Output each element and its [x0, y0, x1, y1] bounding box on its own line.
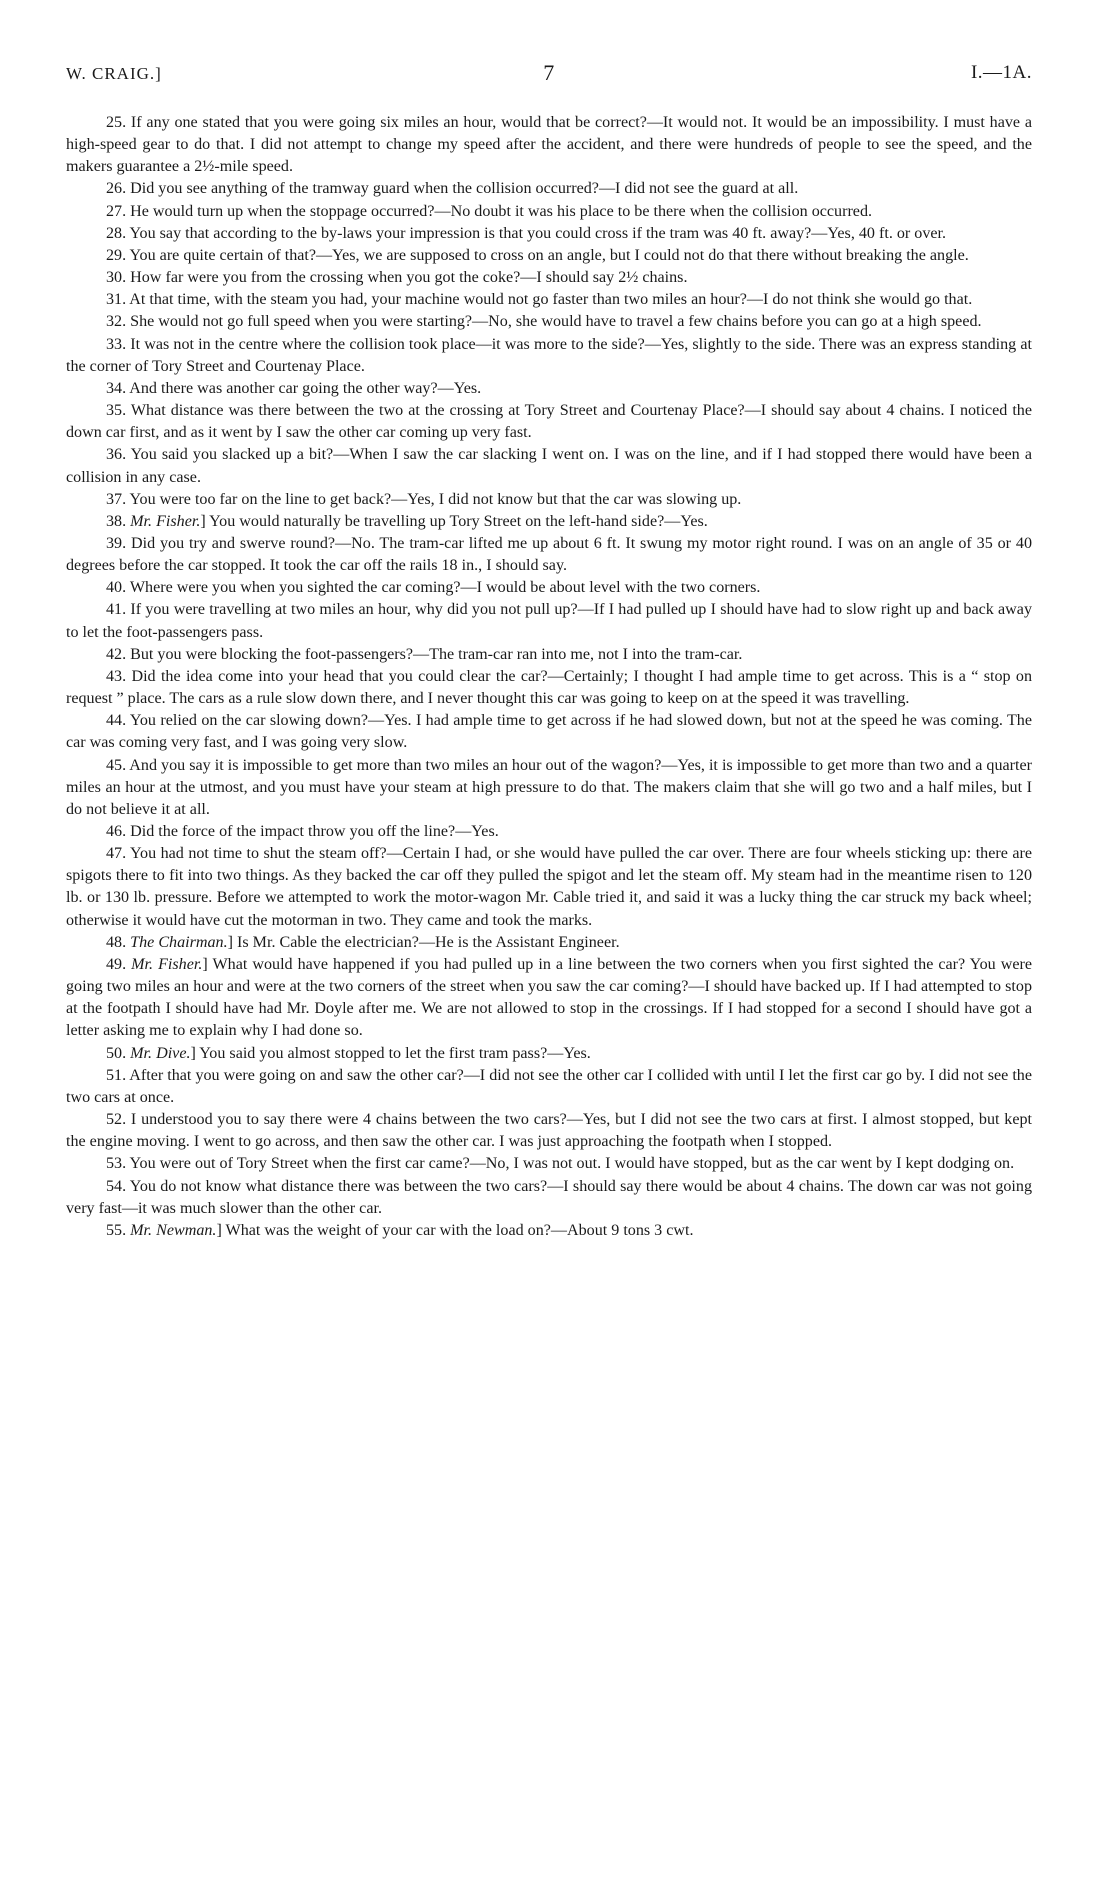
paragraph-text: 35. What distance was there between the two at the crossing at Tory Street and Courtenay Place?—I should say about 4 chains. I noticed the down car first, and as it went by I saw the other car coming up very fast.: [66, 402, 1032, 442]
testimony-paragraph: [66, 112, 1032, 178]
question-number: 49.: [106, 955, 127, 973]
paragraph-text: 25. If any one stated that you were going six miles an hour, would that be correct?—It would not. It would be an impossibility. I must have a high-speed gear to do that. I did not attempt to change my speed after the accident, and there were hundreds of people to see the speed, and the makers guarantee a 2½-mile speed.: [66, 114, 1032, 176]
paragraph-text: What would have happened if you had pulled up in a line between the two corners when you first sighted the car? You were going two miles an hour and were at the two corners of the street when you saw the car coming?—I should have backed up. If I had attempted to stop at the footpath I should have had Mr. Doyle after me. We are not allowed to stop in the crossings. If I had stopped for a second I should have got a letter asking me to explain why I had done so.: [66, 955, 1032, 1040]
document-reference: I.—1A.: [970, 62, 1032, 83]
testimony-paragraph: [66, 489, 1032, 511]
speaker-name: The Chairman.: [130, 933, 228, 951]
paragraph-text: 34. And there was another car going the other way?—Yes.: [106, 379, 482, 397]
testimony-paragraph: [66, 1176, 1032, 1220]
testimony-paragraph: [66, 378, 1032, 400]
testimony-paragraph: [66, 821, 1032, 843]
testimony-paragraph: [66, 1065, 1032, 1109]
paragraph-text: You said you almost stopped to let the first tram pass?—Yes.: [199, 1044, 591, 1062]
testimony-paragraph: [66, 334, 1032, 378]
page-number: 7: [543, 60, 555, 85]
question-number: 38.: [106, 512, 127, 530]
testimony-paragraph: [66, 666, 1032, 710]
paragraph-text: 39. Did you try and swerve round?—No. The tram-car lifted me up about 6 ft. It swung my motor right round. I was on an angle of 35 or 40 degrees before the car stopped. It took the car off the rails 18 in., I should say.: [66, 534, 1032, 575]
testimony-paragraph: [66, 223, 1032, 245]
paragraph-text: 30. How far were you from the crossing when you got the coke?—I should say 2½ chains.: [106, 269, 688, 287]
paragraph-text: 32. She would not go full speed when you were starting?—No, she would have to travel a few chains before you can go at a high speed.: [106, 313, 982, 331]
speaker-name: Mr. Dive.: [130, 1044, 191, 1062]
testimony-paragraph: [66, 577, 1032, 599]
question-number: 55.: [106, 1221, 127, 1239]
testimony-paragraph: [66, 245, 1032, 267]
testimony-paragraph: [66, 311, 1032, 333]
paragraph-text: 28. You say that according to the by-laws your impression is that you could cross if the tram was 40 ft. away?—Yes, 40 ft. or over.: [106, 224, 947, 242]
testimony-paragraph: [66, 755, 1032, 821]
paragraph-text: 46. Did the force of the impact throw you off the line?—Yes.: [106, 823, 499, 840]
speaker-name: Mr. Fisher.: [130, 512, 201, 530]
testimony-body: [66, 112, 1032, 1242]
testimony-paragraph: [66, 599, 1032, 643]
paragraph-text: 36. You said you slacked up a bit?—When I saw the car slacking I went on. I was on the line, and if I had stopped there would have been a collision in any case.: [66, 446, 1032, 486]
testimony-paragraph: [66, 1153, 1032, 1175]
testimony-paragraph: 48. The Chairman.] Is Mr. Cable the electrician?—He is the Assistant Engineer.: [106, 933, 620, 951]
paragraph-text: 52. I understood you to say there were 4 chains between the two cars?—Yes, but I did not see the two cars at first. I almost stopped, but kept the engine moving. I went to go across, and then saw the other car. I was just approaching the footpath when I stopped.: [66, 1111, 1032, 1151]
running-head: [66, 60, 1032, 90]
witness-header: W. CRAIG.]: [66, 64, 162, 83]
testimony-paragraph: [66, 444, 1032, 488]
testimony-paragraph: [66, 843, 1032, 932]
paragraph-text: Is Mr. Cable the electrician?—He is the Assistant Engineer.: [237, 933, 620, 951]
testimony-paragraph: 49. Mr. Fisher.] What would have happened if you had pulled up in a line between the two corners when you first sighted the car? You were going two miles an hour and were at the two corners of the street when you saw the car coming?—I should have backed up. If I had attempted to stop at the footpath I should have had Mr. Doyle after me. We are not allowed to stop in the crossings. If I had stopped for a second I should have got a letter asking me to explain why I had done so.: [66, 955, 1032, 1040]
paragraph-text: 42. But you were blocking the foot-passengers?—The tram-car ran into me, not I into the tram-car.: [106, 645, 743, 663]
testimony-paragraph: 55. Mr. Newman.] What was the weight of your car with the load on?—About 9 tons 3 cwt.: [106, 1221, 694, 1239]
speaker-name: Mr. Newman.: [130, 1221, 217, 1239]
question-number: 50.: [106, 1044, 127, 1062]
paragraph-text: 43. Did the idea come into your head that you could clear the car?—Certainly; I thought I had ample time to get across. This is a “ stop on request ” place. The cars as a rule slow down there, and I never thought this car was going to keep on at the speed it was travelling.: [66, 667, 1032, 708]
testimony-paragraph: 50. Mr. Dive.] You said you almost stopped to let the first tram pass?—Yes.: [106, 1044, 591, 1062]
testimony-paragraph: [66, 644, 1032, 666]
paragraph-text: 29. You are quite certain of that?—Yes, we are supposed to cross on an angle, but I could not do that there without breaking the angle.: [106, 246, 969, 264]
testimony-paragraph: [66, 533, 1032, 577]
paragraph-text: 54. You do not know what distance there was between the two cars?—I should say there would be about 4 chains. The down car was not going very fast—it was much slower than the other car.: [66, 1177, 1032, 1217]
testimony-paragraph: [66, 289, 1032, 311]
paragraph-text: 45. And you say it is impossible to get more than two miles an hour out of the wagon?—Yes, it is impossible to get more than two and a quarter miles an hour at the utmost, and you must have your steam at high pressure to do that. The makers claim that she will go two and a half miles, but I do not believe it at all.: [66, 756, 1032, 818]
paragraph-text: 53. You were out of Tory Street when the first car came?—No, I was not out. I would have stopped, but as the car went by I kept dodging on.: [106, 1155, 1015, 1173]
testimony-paragraph: [66, 400, 1032, 444]
paragraph-text: 26. Did you see anything of the tramway guard when the collision occurred?—I did not see the guard at all.: [106, 180, 799, 198]
paragraph-text: 33. It was not in the centre where the collision took place—it was more to the side?—Yes, slightly to the side. There was an express standing at the corner of Tory Street and Courtenay Place.: [66, 335, 1032, 375]
paragraph-text: 40. Where were you when you sighted the car coming?—I would be about level with the two corners.: [106, 579, 761, 597]
paragraph-text: 44. You relied on the car slowing down?—Yes. I had ample time to get across if he had slowed down, but not at the speed he was coming. The car was coming very fast, and I was going very slow.: [66, 712, 1032, 752]
paragraph-text: You would naturally be travelling up Tory Street on the left-hand side?—Yes.: [209, 512, 708, 530]
question-number: 48.: [106, 933, 127, 951]
paragraph-text: 41. If you were travelling at two miles an hour, why did you not pull up?—If I had pulled up I should have had to slow right up and back away to let the foot-passengers pass.: [66, 601, 1032, 641]
paragraph-text: 51. After that you were going on and saw the other car?—I did not see the other car I collided with until I let the first car go by. I did not see the two cars at once.: [66, 1066, 1032, 1106]
testimony-paragraph: [66, 178, 1032, 200]
paragraph-text: What was the weight of your car with the load on?—About 9 tons 3 cwt.: [225, 1221, 694, 1239]
testimony-paragraph: [66, 1109, 1032, 1153]
paragraph-text: 27. He would turn up when the stoppage occurred?—No doubt it was his place to be there when the collision occurred.: [106, 202, 873, 220]
paragraph-text: 31. At that time, with the steam you had, your machine would not go faster than two miles an hour?—I do not think she would go that.: [106, 291, 973, 309]
speaker-name: Mr. Fisher.: [131, 955, 203, 973]
paragraph-text: 37. You were too far on the line to get back?—Yes, I did not know but that the car was slowing up.: [106, 490, 742, 508]
testimony-paragraph: [66, 201, 1032, 223]
testimony-paragraph: [66, 710, 1032, 754]
testimony-paragraph: [66, 267, 1032, 289]
testimony-paragraph: 38. Mr. Fisher.] You would naturally be travelling up Tory Street on the left-hand side?—Yes.: [106, 512, 708, 530]
paragraph-text: 47. You had not time to shut the steam off?—Certain I had, or she would have pulled the car over. There are four wheels sticking up: there are spigots there to fit into two things. As they backed the car off they pulled the spigot and let the steam off. My steam had in the meantime risen to 120 lb. or 130 lb. pressure. Before we attempted to work the motor-wagon Mr. Cable tried it, and said it was a lucky thing the car struck my back wheel; otherwise it would have cut the motorman in two. They came and took the marks.: [66, 845, 1032, 929]
